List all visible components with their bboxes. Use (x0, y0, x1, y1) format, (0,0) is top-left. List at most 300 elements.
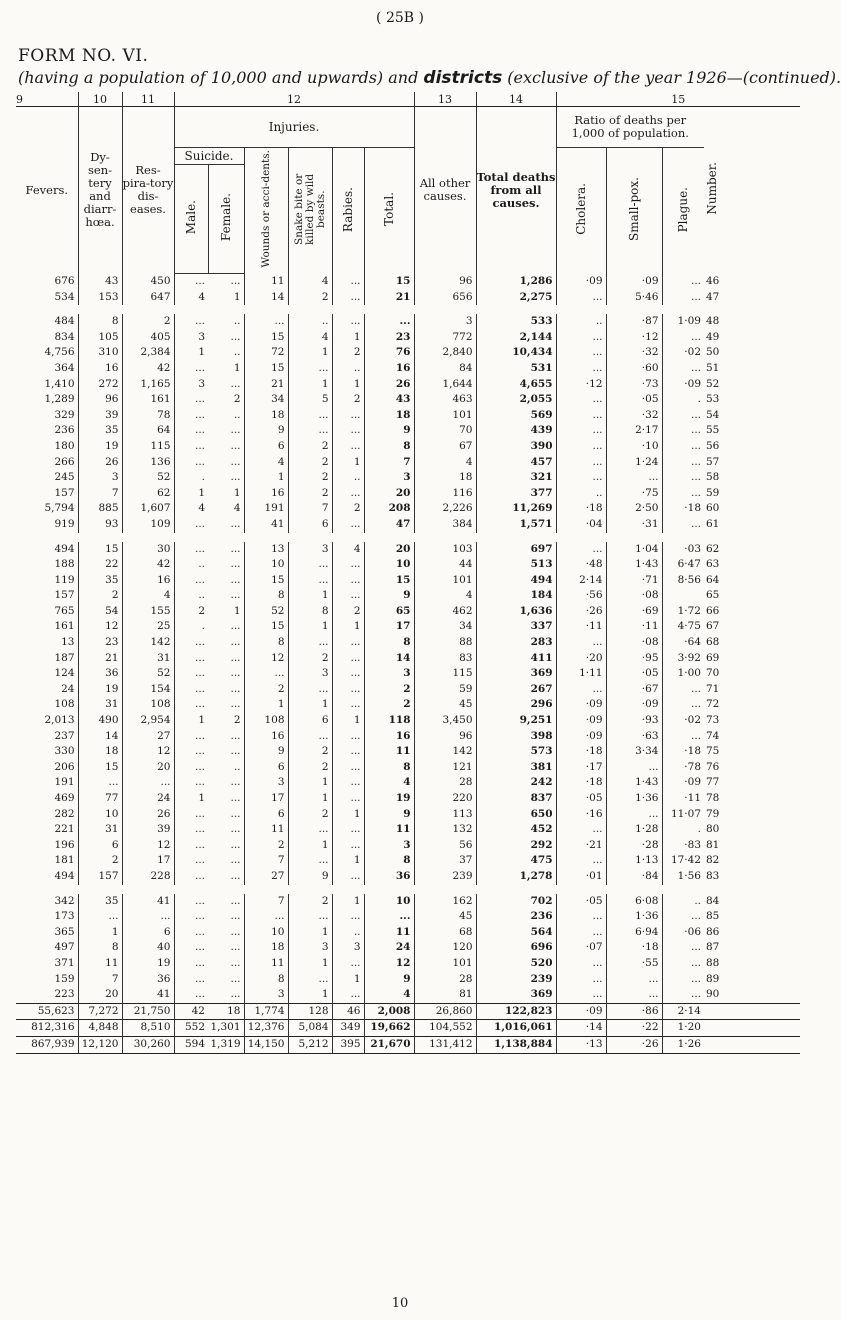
table-cell: 18 (244, 940, 288, 956)
table-row (16, 361, 800, 377)
table-cell: ... (288, 557, 332, 573)
table-cell: 236 (54, 424, 75, 437)
table-cell: 24 (61, 682, 75, 695)
table-cell: 228 (122, 869, 174, 889)
table-cell: 42 (122, 557, 174, 573)
page-number: ( 25B ) (376, 10, 424, 26)
table-cell: 206 (54, 760, 75, 773)
row-number-cell: 59 (706, 486, 720, 499)
table-cell: 1 (332, 889, 364, 909)
table-cell: . (662, 822, 704, 838)
table-cell: 3 (174, 330, 208, 346)
table-cell: ... (332, 290, 364, 310)
table-cell: ... (174, 822, 208, 838)
table-cell: ... (662, 682, 704, 698)
table-cell: ... (244, 666, 288, 682)
table-cell: ... (606, 987, 662, 1003)
table-cell: 1 (288, 697, 332, 713)
table-cell: 17·42 (662, 853, 704, 869)
table-cell: ... (288, 573, 332, 589)
table-cell: ... (288, 972, 332, 988)
table-cell: ... (174, 635, 208, 651)
table-cell: 105 (78, 330, 122, 346)
table-cell: 27 (122, 729, 174, 745)
table-cell: ... (122, 775, 174, 791)
table-cell: 9 (364, 423, 414, 439)
table-cell: 462 (414, 604, 476, 620)
table-cell: 1,165 (122, 377, 174, 393)
table-row (16, 682, 800, 698)
table-cell: 11 (78, 956, 122, 972)
table-cell: ... (662, 330, 704, 346)
table-cell: 11 (244, 274, 288, 290)
table-cell: 81 (414, 987, 476, 1003)
table-cell: 2 (174, 604, 208, 620)
table-cell: 2 (233, 714, 241, 727)
table-cell: ... (174, 775, 208, 791)
table-cell: 239 (414, 869, 476, 889)
table-row (16, 619, 800, 635)
table-cell: 46 (332, 1003, 364, 1020)
table-row (16, 470, 800, 486)
table-cell: 1 (288, 588, 332, 604)
table-cell: 11 (244, 822, 288, 838)
table-row (16, 651, 800, 667)
table-cell: 12 (122, 838, 174, 854)
table-cell: ... (332, 274, 364, 290)
table-cell: 490 (78, 713, 122, 729)
table-cell: ... (332, 775, 364, 791)
table-cell: ... (230, 698, 241, 711)
table-cell: 564 (476, 925, 556, 941)
table-cell: ... (174, 697, 208, 713)
table-cell: 4 (364, 987, 414, 1003)
table-cell: 14 (78, 729, 122, 745)
table-cell: 1 (233, 486, 241, 499)
table-cell: 191 (54, 776, 75, 789)
table-cell: ... (556, 345, 606, 361)
table-cell: 8 (244, 972, 288, 988)
colnum-9: 9 (16, 92, 78, 107)
table-cell: 834 (54, 330, 75, 343)
table-cell: ... (174, 760, 208, 776)
table-cell: 41 (244, 517, 288, 537)
table-cell: 5,212 (288, 1036, 332, 1053)
table-cell: 1,319 (208, 1036, 244, 1053)
table-cell: 59 (414, 682, 476, 698)
table-cell: 220 (414, 791, 476, 807)
table-cell: 1 (288, 775, 332, 791)
table-row (16, 455, 800, 471)
table-cell: 765 (54, 604, 75, 617)
table-cell: 3 (244, 987, 288, 1003)
table-cell: ·69 (606, 604, 662, 620)
table-cell: 17 (122, 853, 174, 869)
row-number-cell: 84 (704, 889, 800, 909)
table-cell: 16 (244, 729, 288, 745)
row-number-cell: 52 (706, 377, 720, 390)
table-cell: 2·17 (606, 423, 662, 439)
table-cell: ... (174, 972, 208, 988)
table-cell: ·83 (662, 838, 704, 854)
table-cell: 6 (244, 807, 288, 823)
table-cell: 27 (244, 869, 288, 889)
header-plague: Plague. (676, 186, 691, 232)
table-cell: 8 (364, 439, 414, 455)
header-total-deaths: Total deaths from all causes. (476, 107, 556, 274)
table-cell: ... (662, 972, 704, 988)
table-cell: 2 (288, 889, 332, 909)
table-cell: 364 (54, 361, 75, 374)
table-cell: ... (244, 909, 288, 925)
table-cell: 1·24 (606, 455, 662, 471)
row-number-cell (704, 1003, 800, 1020)
table-cell: ... (230, 854, 241, 867)
table-cell: 104,552 (414, 1020, 476, 1037)
table-cell: 5,084 (288, 1020, 332, 1037)
table-cell: 17 (364, 619, 414, 635)
table-cell: 9 (244, 744, 288, 760)
mortality-table (16, 92, 800, 1054)
table-cell: .. (233, 760, 241, 773)
table-cell: 494 (16, 537, 78, 557)
table-cell: ·09 (556, 729, 606, 745)
row-number-cell: 67 (706, 620, 720, 633)
table-cell: 1,286 (476, 274, 556, 290)
table-cell: 93 (78, 517, 122, 537)
row-number-cell: 85 (706, 910, 720, 923)
table-cell: ... (332, 956, 364, 972)
table-cell: ... (662, 470, 704, 486)
table-cell: 11 (364, 925, 414, 941)
table-cell: 1 (332, 330, 364, 346)
table-cell: 31 (122, 651, 174, 667)
table-cell: 8,510 (122, 1020, 174, 1037)
table-cell: ... (174, 666, 208, 682)
header-female: Female. (219, 193, 233, 242)
table-cell: ... (606, 470, 662, 486)
header-cholera-cell (556, 148, 606, 274)
table-cell: 19 (78, 439, 122, 455)
table-cell: 68 (414, 925, 476, 941)
row-number-cell: 77 (706, 776, 720, 789)
table-cell: ·09 (606, 274, 662, 290)
table-cell: 3 (364, 838, 414, 854)
table-row (16, 557, 800, 573)
table-cell: ·16 (556, 807, 606, 823)
table-cell: 2 (332, 501, 364, 517)
table-cell: 1·00 (662, 666, 704, 682)
table-cell: 18 (78, 744, 122, 760)
table-cell: ·07 (556, 940, 606, 956)
row-number-cell: 63 (706, 558, 720, 571)
table-cell: 18 (414, 470, 476, 486)
table-cell: 14,150 (244, 1036, 288, 1053)
row-number-cell: 55 (706, 424, 720, 437)
table-cell: ... (662, 940, 704, 956)
header-rabies-cell (332, 148, 364, 274)
table-cell: ... (230, 682, 241, 695)
row-number-cell: 74 (706, 729, 720, 742)
table-cell: 116 (414, 486, 476, 502)
table-cell: ... (662, 274, 704, 290)
table-cell: 128 (288, 1003, 332, 1020)
table-cell: 463 (414, 392, 476, 408)
table-cell: ... (288, 361, 332, 377)
table-cell: 162 (414, 889, 476, 909)
row-number-cell (704, 1036, 800, 1053)
table-cell: 47 (364, 517, 414, 537)
table-cell: 349 (332, 1020, 364, 1037)
table-cell: ... (174, 274, 208, 290)
table-cell: 236 (476, 909, 556, 925)
table-cell: 369 (476, 666, 556, 682)
table-cell: 2 (233, 393, 241, 406)
table-cell: 7 (244, 853, 288, 869)
table-cell: ·56 (556, 588, 606, 604)
header-snake: Snake bite or killed by wild beasts. (292, 173, 327, 245)
table-cell: 1 (174, 345, 208, 361)
table-cell: 1,278 (476, 869, 556, 889)
table-cell: ... (662, 697, 704, 713)
table-row (16, 635, 800, 651)
table-cell: ... (174, 423, 208, 439)
table-cell: .. (288, 310, 332, 330)
table-cell: 371 (54, 956, 75, 969)
table-cell: ·09 (556, 713, 606, 729)
row-number-cell: 62 (704, 537, 800, 557)
table-cell: 1,016,061 (476, 1020, 556, 1037)
header-male-cell (174, 165, 208, 274)
table-cell: 237 (54, 729, 75, 742)
table-cell: 9 (244, 423, 288, 439)
table-cell: ... (230, 745, 241, 758)
table-row (16, 909, 800, 925)
row-number-cell: 78 (706, 792, 720, 804)
table-cell: ... (662, 909, 704, 925)
table-row (16, 889, 800, 909)
table-cell: 101 (414, 408, 476, 424)
header-other-causes: All other causes. (414, 107, 476, 274)
row-number-cell: 57 (706, 455, 720, 468)
table-cell: 1 (288, 791, 332, 807)
table-cell: 15 (244, 619, 288, 635)
table-cell: 40 (122, 940, 174, 956)
table-cell: 552 (174, 1020, 208, 1037)
table-cell: 377 (476, 486, 556, 502)
table-cell: 11 (364, 744, 414, 760)
table-cell: ... (230, 589, 241, 602)
table-cell: ... (230, 377, 241, 390)
table-cell: 1·13 (606, 853, 662, 869)
table-cell: ·05 (606, 666, 662, 682)
table-cell: 697 (476, 537, 556, 557)
table-cell: 96 (414, 274, 476, 290)
table-row (16, 940, 800, 956)
table-cell: ·09 (662, 377, 704, 393)
row-number-cell: 56 (706, 439, 720, 452)
table-cell: 2 (288, 744, 332, 760)
header-total: Total. (382, 192, 396, 227)
table-cell: 43 (364, 392, 414, 408)
table-cell: ... (174, 439, 208, 455)
table-cell: ·01 (556, 869, 606, 889)
table-cell: 11·07 (662, 807, 704, 823)
row-number-cell: 83 (706, 869, 720, 882)
header-snake-cell (288, 148, 332, 274)
table-cell: 55,623 (16, 1003, 78, 1020)
table-cell: ... (606, 807, 662, 823)
header-total-cell (364, 148, 414, 274)
table-cell: 20 (364, 486, 414, 502)
table-cell: ... (122, 909, 174, 925)
table-cell: 2 (288, 807, 332, 823)
table-cell: ·84 (606, 869, 662, 889)
table-cell: 1 (174, 486, 208, 502)
table-cell: ... (332, 744, 364, 760)
table-cell: 28 (414, 775, 476, 791)
table-cell: 4 (122, 588, 174, 604)
table-cell: 16 (122, 573, 174, 589)
table-cell: 62 (122, 486, 174, 502)
table-cell: .. (332, 925, 364, 941)
table-cell: 115 (414, 666, 476, 682)
table-cell: ... (288, 408, 332, 424)
row-number-cell: 89 (706, 972, 720, 985)
table-cell: ... (230, 651, 241, 664)
table-cell: ... (556, 987, 606, 1003)
table-cell: 3 (174, 377, 208, 393)
table-row (16, 775, 800, 791)
table-cell: ... (288, 729, 332, 745)
row-number-cell: 90 (706, 988, 720, 1001)
table-cell: 8 (244, 635, 288, 651)
table-cell: 4 (414, 588, 476, 604)
table-cell: 96 (78, 392, 122, 408)
table-cell: 282 (54, 807, 75, 820)
table-cell: 131,412 (414, 1036, 476, 1053)
table-cell: 157 (78, 869, 122, 889)
table-cell: 531 (476, 361, 556, 377)
colnum-14: 14 (476, 92, 556, 107)
table-cell: 35 (78, 423, 122, 439)
table-cell: 43 (78, 274, 122, 290)
table-cell: 223 (54, 988, 75, 1001)
table-cell: .. (556, 486, 606, 502)
table-cell: 3·92 (662, 651, 704, 667)
table-cell: 494 (476, 573, 556, 589)
table-cell: 702 (476, 889, 556, 909)
table-cell: ... (230, 275, 241, 287)
table-cell: ·67 (606, 682, 662, 698)
header-wounds-cell (244, 148, 288, 274)
table-cell: .. (332, 470, 364, 486)
table-cell: 497 (54, 941, 75, 954)
table-cell: 10 (78, 807, 122, 823)
table-cell: ... (230, 776, 241, 789)
table-cell: 310 (78, 345, 122, 361)
table-cell: ·12 (606, 330, 662, 346)
table-cell: 656 (414, 290, 476, 310)
table-cell: 67 (414, 439, 476, 455)
table-cell: ... (230, 956, 241, 969)
table-cell: 513 (476, 557, 556, 573)
table-cell: 837 (476, 791, 556, 807)
table-cell: ·32 (606, 408, 662, 424)
table-cell: ... (556, 635, 606, 651)
colnum-11: 11 (122, 92, 174, 107)
table-cell: 1 (288, 987, 332, 1003)
table-cell: 159 (54, 972, 75, 985)
table-cell: 2 (288, 760, 332, 776)
table-cell: ... (556, 853, 606, 869)
table-cell: 120 (414, 940, 476, 956)
table-cell: 7 (364, 455, 414, 471)
table-cell: ... (662, 486, 704, 502)
subtitle-part2: districts (423, 68, 503, 88)
table-cell: 11,269 (476, 501, 556, 517)
table-cell: 2 (288, 455, 332, 471)
table-cell: 157 (54, 486, 75, 499)
table-cell: 70 (414, 423, 476, 439)
row-number-cell: 46 (706, 274, 720, 287)
table-cell: 113 (414, 807, 476, 823)
table-cell: 2,840 (414, 345, 476, 361)
table-cell: 16 (364, 729, 414, 745)
table-cell: 2 (332, 345, 364, 361)
table-row (16, 838, 800, 854)
table-cell: 2 (244, 682, 288, 698)
table-cell: ·04 (556, 517, 606, 537)
table-cell: ... (662, 408, 704, 424)
table-cell: 54 (78, 604, 122, 620)
table-cell: 2,013 (44, 714, 75, 727)
table-cell: 1·20 (662, 1020, 704, 1037)
table-cell: ·28 (606, 838, 662, 854)
table-cell: ... (364, 310, 414, 330)
table-cell: ·03 (662, 537, 704, 557)
table-cell: ·31 (606, 517, 662, 537)
table-cell: ... (556, 330, 606, 346)
header-respiratory: Res-pira-tory dis-eases. (122, 107, 174, 274)
table-cell: ·02 (662, 713, 704, 729)
table-cell: 6 (244, 439, 288, 455)
table-cell: ... (606, 760, 662, 776)
table-cell: ... (230, 838, 241, 851)
table-cell: 22 (78, 557, 122, 573)
table-cell: 6 (288, 517, 332, 537)
table-cell: 12 (122, 744, 174, 760)
table-cell: 2,144 (476, 330, 556, 346)
row-number-cell: 70 (706, 667, 720, 680)
table-cell: 321 (476, 470, 556, 486)
table-cell: 1,636 (476, 604, 556, 620)
row-number-cell: 66 (706, 604, 720, 617)
table-cell: 647 (122, 290, 174, 310)
table-cell: 180 (54, 439, 75, 452)
table-cell: 450 (122, 274, 174, 290)
table-cell: 8 (364, 635, 414, 651)
table-cell: 109 (122, 517, 174, 537)
header-female-cell (208, 165, 244, 274)
totals-row (16, 1036, 800, 1053)
table-cell: 96 (414, 729, 476, 745)
table-row (16, 588, 800, 604)
table-cell: ·26 (606, 1036, 662, 1053)
table-cell: 18 (244, 408, 288, 424)
table-cell: ... (174, 956, 208, 972)
table-cell: 1 (288, 838, 332, 854)
